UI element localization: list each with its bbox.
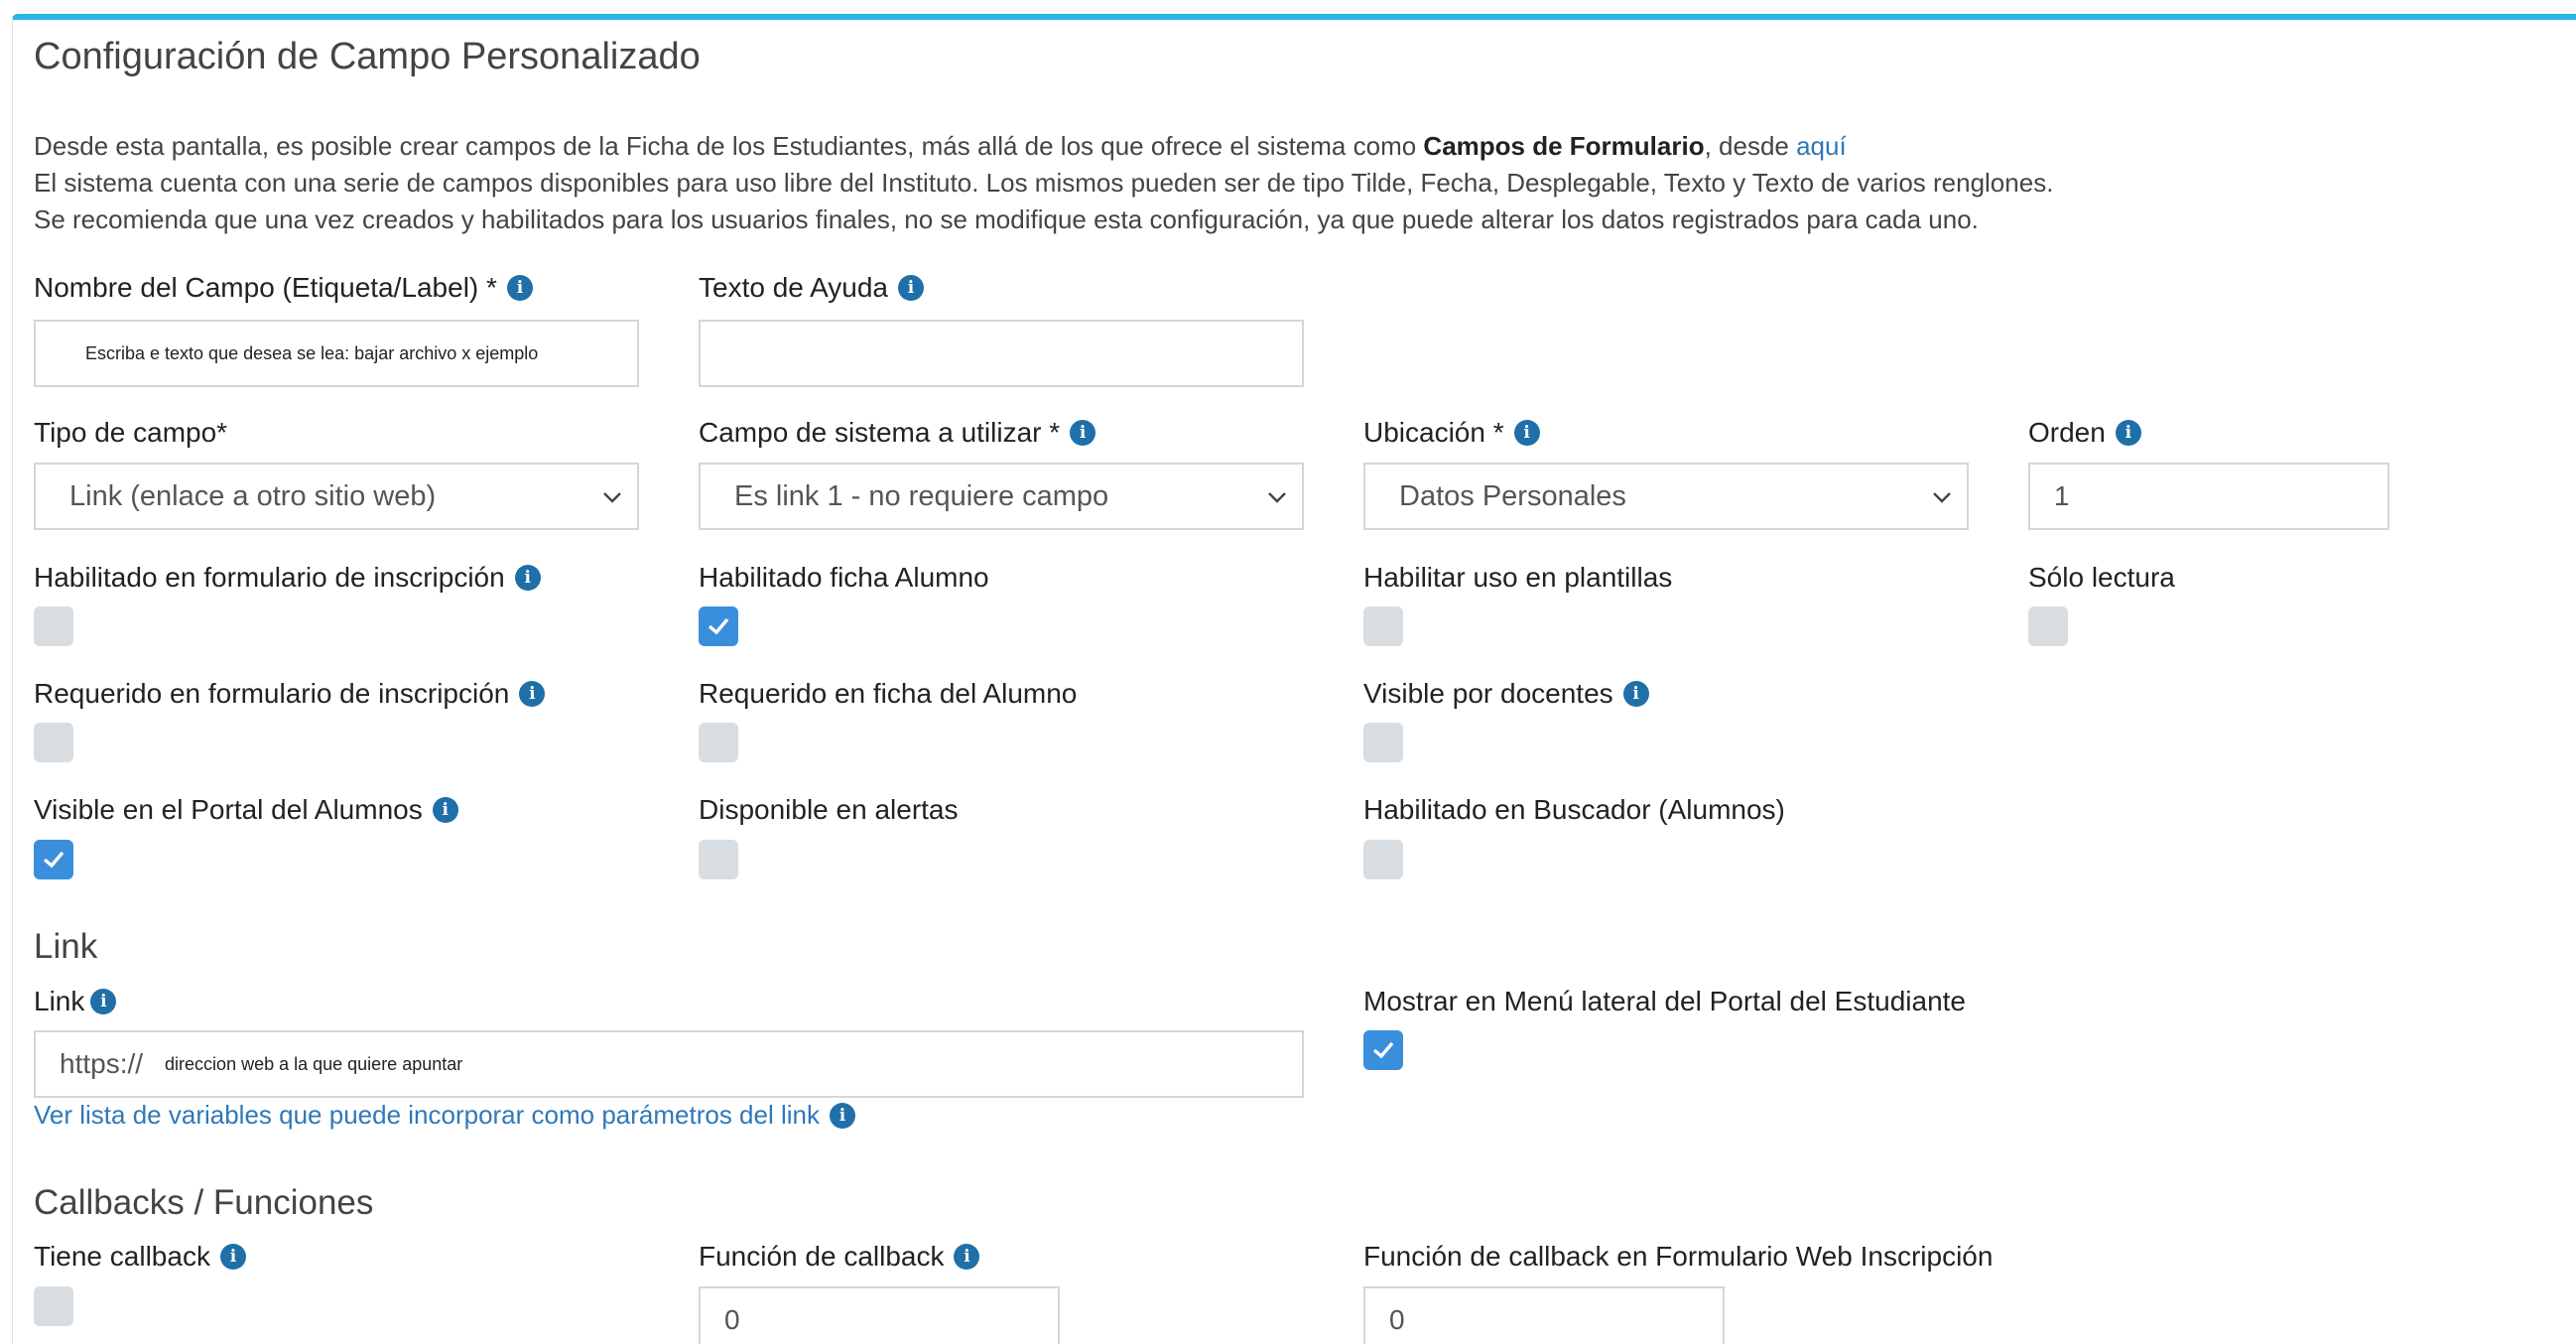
visible-docentes-label — [1363, 678, 1649, 710]
info-icon[interactable]: i — [1514, 420, 1540, 446]
campo-sistema-label-text: Campo de sistema a utilizar * — [699, 417, 1061, 448]
visible-portal-label-text: Visible en el Portal del Alumnos — [34, 794, 423, 825]
hab-form-insc-label-text: Habilitado en formulario de inscripción — [34, 562, 505, 593]
hab-plantillas-checkbox[interactable] — [1363, 606, 1403, 646]
hab-ficha-checkbox[interactable] — [699, 606, 738, 646]
link-label-text: Link — [34, 986, 85, 1016]
variables-link[interactable] — [34, 1100, 855, 1131]
tipo-select[interactable] — [34, 463, 639, 530]
chevron-down-icon — [1931, 486, 1953, 508]
info-icon[interactable]: i — [90, 989, 116, 1014]
menu-lateral-label: Mostrar en Menú lateral del Portal del Estudiante — [1363, 986, 1966, 1016]
link-input[interactable] — [34, 1030, 1304, 1098]
info-icon[interactable]: i — [1623, 681, 1649, 707]
intro-bold: Campos de Formulario — [1423, 131, 1705, 161]
info-icon[interactable]: i — [519, 681, 545, 707]
req-ficha-checkbox[interactable] — [699, 723, 738, 762]
campo-sistema-value: Es link 1 - no requiere campo — [734, 479, 1109, 512]
funcion-callback-web-label: Función de callback en Formulario Web Inscripción — [1363, 1241, 1994, 1272]
funcion-callback-label — [699, 1241, 979, 1273]
campo-sistema-label — [699, 417, 1095, 449]
hab-form-insc-checkbox[interactable] — [34, 606, 73, 646]
ayuda-label — [699, 272, 924, 304]
tipo-label: Tipo de campo* — [34, 417, 228, 448]
info-icon[interactable]: i — [2116, 420, 2141, 446]
visible-docentes-checkbox[interactable] — [1363, 723, 1403, 762]
ubicacion-label — [1363, 417, 1540, 449]
orden-value: 1 — [2054, 480, 2070, 511]
chevron-down-icon — [1266, 486, 1288, 508]
menu-lateral-checkbox[interactable] — [1363, 1030, 1403, 1070]
check-icon — [42, 849, 65, 871]
callbacks-section-title: Callbacks / Funciones — [34, 1183, 374, 1222]
funcion-callback-label-text: Función de callback — [699, 1241, 945, 1272]
orden-input[interactable] — [2028, 463, 2389, 530]
req-ficha-label: Requerido en ficha del Alumno — [699, 678, 1078, 709]
info-icon[interactable]: i — [830, 1103, 855, 1129]
solo-lectura-checkbox[interactable] — [2028, 606, 2068, 646]
link-label — [34, 986, 116, 1017]
funcion-callback-web-value: 0 — [1389, 1304, 1405, 1335]
funcion-callback-value: 0 — [724, 1304, 740, 1335]
req-form-insc-checkbox[interactable] — [34, 723, 73, 762]
hab-ficha-label: Habilitado ficha Alumno — [699, 562, 989, 593]
page-title: Configuración de Campo Personalizado — [34, 36, 701, 77]
req-form-insc-label-text: Requerido en formulario de inscripción — [34, 678, 510, 709]
info-icon[interactable]: i — [898, 275, 924, 301]
solo-lectura-label: Sólo lectura — [2028, 562, 2175, 593]
visible-docentes-label-text: Visible por docentes — [1363, 678, 1613, 709]
chevron-down-icon — [601, 486, 623, 508]
info-icon[interactable]: i — [507, 275, 533, 301]
link-section-title: Link — [34, 927, 98, 966]
info-icon[interactable]: i — [1070, 420, 1095, 446]
link-prefix: https:// — [60, 1048, 144, 1079]
funcion-callback-input[interactable] — [699, 1286, 1060, 1344]
info-icon[interactable]: i — [220, 1244, 246, 1270]
hab-form-insc-label — [34, 562, 541, 594]
intro-line-3: Se recomienda que una vez creados y habilitados para los usuarios finales, no se modifique esta configuración, ya que puede alterar los datos registrados para cada uno. — [34, 204, 1979, 234]
ayuda-input[interactable] — [699, 320, 1304, 387]
check-icon — [707, 615, 730, 637]
info-icon[interactable]: i — [433, 797, 458, 823]
nombre-label-text: Nombre del Campo (Etiqueta/Label) * — [34, 272, 497, 303]
tiene-callback-label — [34, 1241, 246, 1273]
tipo-value: Link (enlace a otro sitio web) — [69, 479, 437, 512]
nombre-input[interactable] — [34, 320, 639, 387]
check-icon — [1371, 1039, 1395, 1061]
link-value: direccion web a la que quiere apuntar — [165, 1053, 463, 1074]
disp-alertas-checkbox[interactable] — [699, 840, 738, 879]
intro-text-mid: , desde — [1704, 131, 1797, 161]
hab-buscador-label: Habilitado en Buscador (Alumnos) — [1363, 794, 1785, 825]
aqui-link[interactable]: aquí — [1796, 131, 1847, 161]
hab-plantillas-label: Habilitar uso en plantillas — [1363, 562, 1673, 593]
orden-label — [2028, 417, 2141, 449]
info-icon[interactable]: i — [515, 565, 541, 591]
orden-label-text: Orden — [2028, 417, 2106, 448]
funcion-callback-web-input[interactable] — [1363, 1286, 1725, 1344]
ubicacion-value: Datos Personales — [1399, 479, 1626, 512]
campo-sistema-select[interactable] — [699, 463, 1304, 530]
visible-portal-label — [34, 794, 458, 826]
nombre-value: Escriba e texto que desea se lea: bajar archivo x ejemplo — [85, 342, 539, 363]
nombre-label — [34, 272, 533, 304]
visible-portal-checkbox[interactable] — [34, 840, 73, 879]
ayuda-label-text: Texto de Ayuda — [699, 272, 888, 303]
tiene-callback-checkbox[interactable] — [34, 1286, 73, 1326]
ubicacion-label-text: Ubicación * — [1363, 417, 1504, 448]
disp-alertas-label: Disponible en alertas — [699, 794, 959, 825]
tiene-callback-label-text: Tiene callback — [34, 1241, 210, 1272]
variables-link-text: Ver lista de variables que puede incorporar como parámetros del link — [34, 1100, 820, 1130]
intro-text: Desde esta pantalla, es posible crear campos de la Ficha de los Estudiantes, más allá de los que ofrece el sistema como — [34, 131, 1424, 161]
hab-buscador-checkbox[interactable] — [1363, 840, 1403, 879]
intro-line-2: El sistema cuenta con una serie de campos disponibles para uso libre del Instituto. Los mismos pueden ser de tipo Tilde, Fecha, Desplegable, Texto y Texto de varios renglones. — [34, 168, 2054, 198]
ubicacion-select[interactable] — [1363, 463, 1969, 530]
req-form-insc-label — [34, 678, 545, 710]
info-icon[interactable]: i — [954, 1244, 979, 1270]
intro-line-1 — [34, 131, 1847, 162]
